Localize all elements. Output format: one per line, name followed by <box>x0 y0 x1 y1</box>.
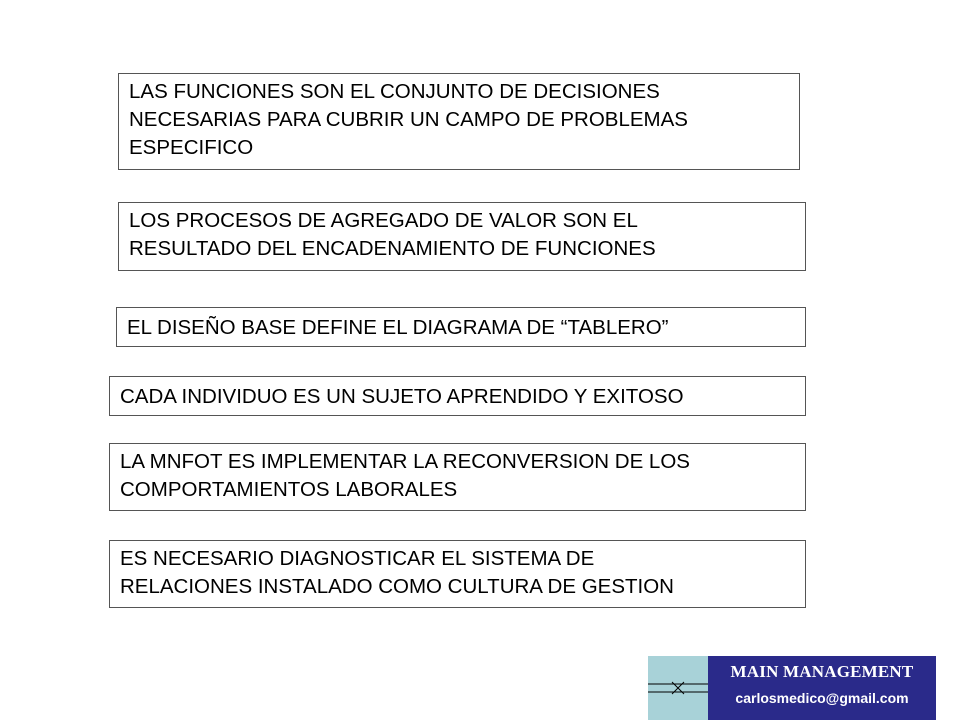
statement-box-funciones: LAS FUNCIONES SON EL CONJUNTO DE DECISIONES NECESARIAS PARA CUBRIR UN CAMPO DE PROBLEMAS ESPECIFICO <box>118 73 800 170</box>
statement-box-mnfot: LA MNFOT ES IMPLEMENTAR LA RECONVERSION DE LOS COMPORTAMIENTOS LABORALES <box>109 443 806 511</box>
statement-box-procesos: LOS PROCESOS DE AGREGADO DE VALOR SON EL RESULTADO DEL ENCADENAMIENTO DE FUNCIONES <box>118 202 806 271</box>
brand-title: MAIN MANAGEMENT <box>730 662 914 681</box>
brand-panel <box>708 656 936 720</box>
statement-box-individuo: CADA INDIVIDUO ES UN SUJETO APRENDIDO Y EXITOSO <box>109 376 806 416</box>
arrow-connector-icon <box>648 656 708 720</box>
statement-box-diagnostico: ES NECESARIO DIAGNOSTICAR EL SISTEMA DE RELACIONES INSTALADO COMO CULTURA DE GESTION <box>109 540 806 608</box>
brand-logo <box>648 656 936 720</box>
brand-email: carlosmedico@gmail.com <box>735 690 909 706</box>
statement-box-diseno-base: EL DISEÑO BASE DEFINE EL DIAGRAMA DE “TABLERO” <box>116 307 806 347</box>
